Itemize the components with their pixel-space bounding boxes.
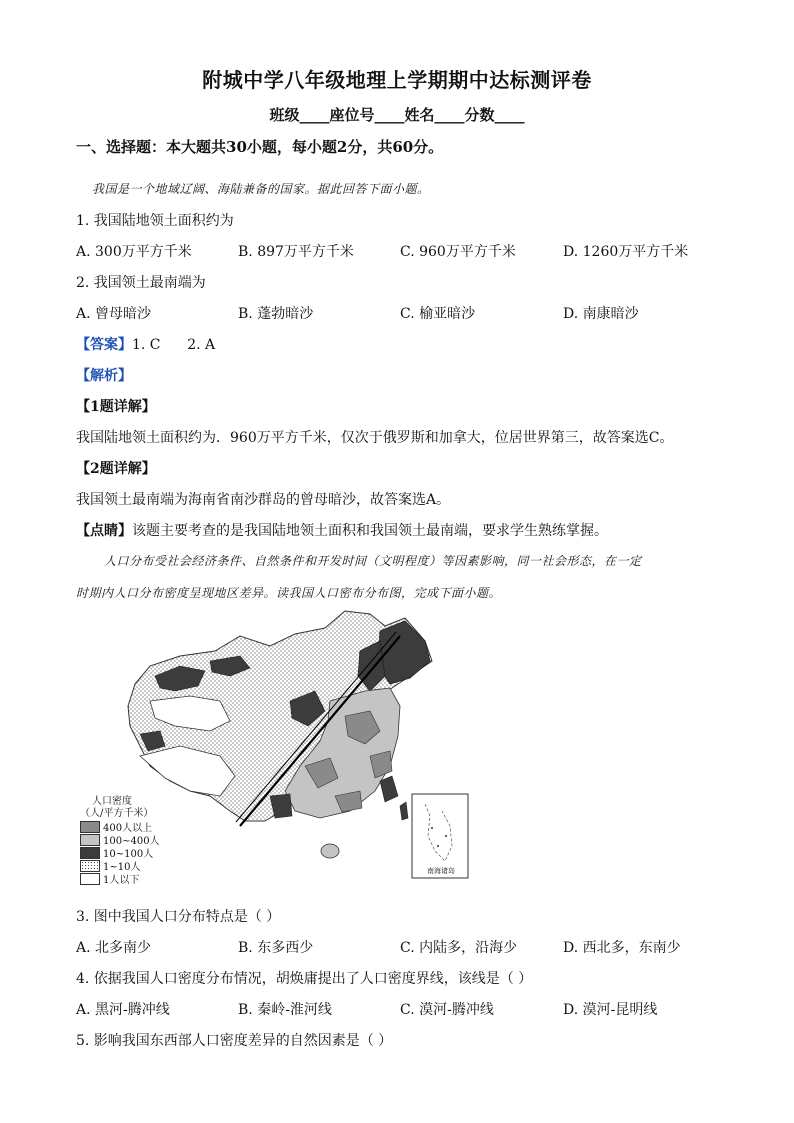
q1-option-b[interactable]: B. 897万平方千米 [238,244,354,260]
question-1-stem: 1. 我国陆地领土面积约为 [76,213,234,229]
legend-swatch [80,847,100,859]
analysis-tag: 【解析】 [76,368,132,384]
answer-tag: 【答案】 [76,337,132,353]
q4-option-d[interactable]: D. 漠河-昆明线 [563,1002,658,1018]
legend-label: 100~400人 [103,836,160,847]
detail-2-tag: 【2题详解】 [76,461,156,477]
comment-text: 该题主要考查的是我国陆地领土面积和我国领土最南端，要求学生熟练掌握。 [132,523,608,539]
q3-option-b[interactable]: B. 东多西少 [238,940,314,956]
q3-option-c[interactable]: C. 内陆多，沿海少 [400,940,518,956]
q4-option-a[interactable]: A. 黑河-腾冲线 [76,1002,170,1018]
legend-label: 10~100人 [103,849,154,860]
region-taiwan [400,802,408,820]
analysis-line [76,365,132,385]
inset-label: 南海诸岛 [427,867,455,875]
question-4-stem: 4. 依据我国人口密度分布情况，胡焕庸提出了人口密度界线，该线是（ ） [76,971,533,987]
region-hainan [321,844,339,858]
student-info-line: 班级____座位号____姓名____分数____ [269,106,525,124]
legend-label: 400人以上 [103,823,153,834]
intro-2-line-2: 时期内人口分布密度呈现地区差异。读我国人口密布分布图，完成下面小题。 [76,586,502,600]
answer-line [76,334,215,354]
detail-1-text: 我国陆地领土面积约为．960万平方千米，仅次于俄罗斯和加拿大，位居世界第三，故答案选C。 [76,430,674,446]
map-legend [80,796,160,885]
intro-text: 我国是一个地域辽阔、海陆兼备的国家。据此回答下面小题。 [92,182,430,196]
q2-option-a[interactable]: A. 曾母暗沙 [76,306,152,322]
region-10-100-fujian [380,776,398,802]
q2-option-c[interactable]: C. 榆亚暗沙 [400,306,476,322]
q1-option-c[interactable]: C. 960万平方千米 [400,244,516,260]
question-2-stem: 2. 我国领土最南端为 [76,275,206,291]
q1-option-a[interactable]: A. 300万平方千米 [76,244,192,260]
comment-tag: 【点睛】 [76,523,132,539]
q4-option-b[interactable]: B. 秦岭-淮河线 [238,1002,332,1018]
legend-swatch [80,834,100,846]
legend-item-under-1 [80,872,160,885]
question-5-stem: 5. 影响我国东西部人口密度差异的自然因素是（ ） [76,1033,393,1049]
legend-title-2: （人/平方千米） [80,808,154,819]
q3-option-d[interactable]: D. 西北多，东南少 [563,940,681,956]
q2-option-b[interactable]: B. 蓬勃暗沙 [238,306,314,322]
legend-swatch [80,873,100,885]
detail-2-text: 我国领土最南端为海南省南沙群岛的曾母暗沙，故答案选A。 [76,492,451,508]
answer-text: 1. C 2. A [132,337,216,353]
detail-1-tag: 【1题详解】 [76,399,156,415]
section-heading: 一、选择题：本大题共30小题，每小题2分，共60分。 [76,138,444,156]
legend-swatch [80,821,100,833]
q2-option-d[interactable]: D. 南康暗沙 [563,306,639,322]
page-title: 附城中学八年级地理上学期期中达标测评卷 [202,68,592,92]
legend-label: 1人以下 [103,875,140,886]
q1-option-d[interactable]: D. 1260万平方千米 [563,244,689,260]
legend-title-1: 人口密度 [92,796,132,807]
q4-option-c[interactable]: C. 漠河-腾冲线 [400,1002,494,1018]
question-3-stem: 3. 图中我国人口分布特点是（ ） [76,909,281,925]
intro-2-line-1: 人口分布受社会经济条件、自然条件和开发时间（文明程度）等因素影响，同一社会形态，在一定 [104,554,642,568]
legend-label: 1~10人 [103,862,141,873]
comment-line [76,520,608,540]
legend-swatch [80,860,100,872]
q3-option-a[interactable]: A. 北多南少 [76,940,152,956]
